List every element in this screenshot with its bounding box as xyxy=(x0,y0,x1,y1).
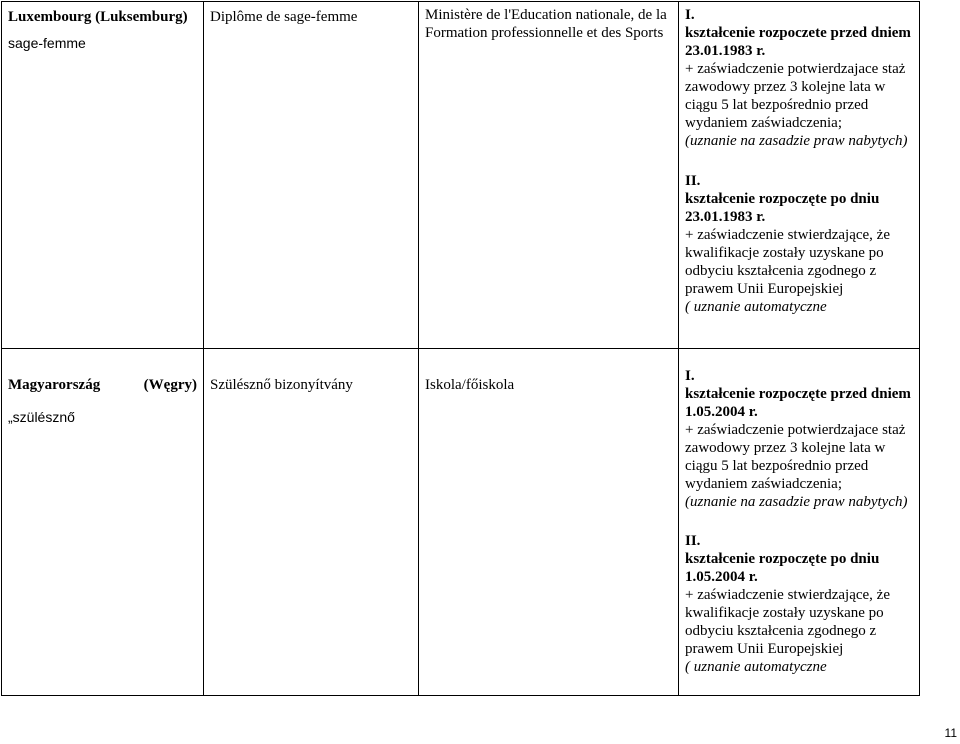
country-name: Magyarország (Węgry) xyxy=(8,377,197,393)
regime-block xyxy=(685,532,913,676)
regime-recognition: ( uznanie automatyczne xyxy=(685,659,827,675)
table-row xyxy=(2,349,920,696)
regime-condition: + zaświadczenie potwierdzajace staż zawodowy przez 3 kolejne lata w ciągu 5 lat bezpośrednio przed wydaniem zaświadczenia; xyxy=(685,422,906,492)
profession-title: „szülésznő xyxy=(8,409,75,425)
regime-block xyxy=(685,367,913,511)
recognition-cell xyxy=(679,2,920,349)
regime-heading: kształcenie rozpoczęte po dniu 1.05.2004 r. xyxy=(685,551,880,585)
recognition-cell xyxy=(679,349,920,696)
regime-condition: + zaświadczenie stwierdzające, że kwalifikacje zostały uzyskane po odbyciu kształcenia zgodnego z prawem Unii Europejskiej xyxy=(685,227,890,297)
regime-numeral: I. xyxy=(685,7,695,23)
issuing-institution: Iskola/főiskola xyxy=(425,377,515,393)
regime-numeral: I. xyxy=(685,368,695,384)
diploma-name: Szülésznő bizonyítvány xyxy=(210,377,353,393)
regime-numeral: II. xyxy=(685,533,701,549)
regime-block xyxy=(685,172,913,316)
diploma-cell xyxy=(204,349,419,696)
regime-recognition: (uznanie na zasadzie praw nabytych) xyxy=(685,494,908,510)
issuing-institution: Ministère de l'Education nationale, de la Formation professionnelle et des Sports xyxy=(425,7,667,41)
country-name: Luxembourg (Luksemburg) xyxy=(8,9,188,25)
regime-recognition: ( uznanie automatyczne xyxy=(685,299,827,315)
regime-numeral: II. xyxy=(685,173,701,189)
regime-heading: kształcenie rozpoczete przed dniem 23.01.1983 r. xyxy=(685,25,911,59)
country-cell xyxy=(2,349,204,696)
page-number: 11 xyxy=(944,726,957,740)
regime-condition: + zaświadczenie stwierdzające, że kwalifikacje zostały uzyskane po odbyciu kształcenia zgodnego z prawem Unii Europejskiej xyxy=(685,587,890,657)
qualifications-table xyxy=(1,1,920,696)
institution-cell xyxy=(419,349,679,696)
table-row xyxy=(2,2,920,349)
regime-block xyxy=(685,6,913,150)
diploma-cell xyxy=(204,2,419,349)
diploma-name: Diplôme de sage-femme xyxy=(210,9,358,25)
regime-heading: kształcenie rozpoczęte po dniu 23.01.1983 r. xyxy=(685,191,880,225)
regime-recognition: (uznanie na zasadzie praw nabytych) xyxy=(685,133,908,149)
country-cell xyxy=(2,2,204,349)
profession-title: sage-femme xyxy=(8,35,86,51)
regime-condition: + zaświadczenie potwierdzajace staż zawodowy przez 3 kolejne lata w ciągu 5 lat bezpośrednio przed wydaniem zaświadczenia; xyxy=(685,61,906,131)
regime-heading: kształcenie rozpoczęte przed dniem 1.05.2004 r. xyxy=(685,386,911,420)
institution-cell xyxy=(419,2,679,349)
